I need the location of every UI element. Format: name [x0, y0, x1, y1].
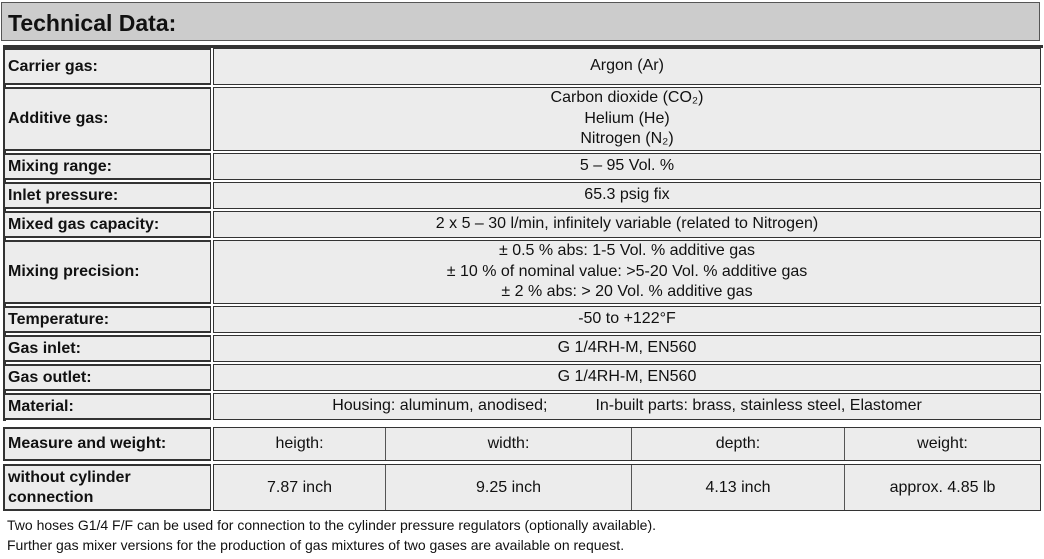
value-line: Carbon dioxide (CO₂) [550, 89, 704, 107]
measure-headers [213, 427, 1041, 461]
row-value [213, 211, 1041, 238]
table-row [3, 393, 1041, 420]
value-line: Argon (Ar) [590, 57, 664, 75]
header-width: width: [385, 428, 631, 460]
row-label: Additive gas: [3, 87, 211, 151]
row-label: Mixing precision: [3, 240, 211, 304]
section-title: Technical Data: [8, 10, 177, 36]
table-row [3, 335, 1041, 362]
row-value [213, 182, 1041, 209]
row-value [213, 153, 1041, 180]
value-line: Nitrogen (N₂) [580, 130, 674, 148]
row-value [213, 48, 1041, 85]
table-row [3, 240, 1041, 304]
table-row [3, 211, 1041, 238]
header-height: heigth: [275, 435, 324, 452]
value-line: G 1/4RH-M, EN560 [557, 368, 697, 386]
table-row [3, 153, 1041, 180]
row-label: Material: [3, 393, 211, 420]
table-row [3, 306, 1041, 333]
row-label: Gas inlet: [3, 335, 211, 362]
row-value [213, 335, 1041, 362]
row-value [213, 87, 1041, 151]
value-line: 5 – 95 Vol. % [579, 157, 675, 175]
material-housing: Housing: aluminum, anodised; [332, 397, 548, 415]
header-weight: weight: [844, 428, 1040, 460]
footnote: Two hoses G1/4 F/F can be used for connection to the cylinder pressure regulators (optionally available). [7, 517, 657, 533]
value-height: 7.87 inch [267, 478, 332, 496]
section-header [1, 2, 1040, 41]
table-row [3, 87, 1041, 151]
measure-value-row [3, 464, 1041, 511]
header-depth: depth: [631, 428, 844, 460]
row-label: Gas outlet: [3, 364, 211, 391]
row-value [213, 393, 1041, 420]
value-line: 2 x 5 – 30 l/min, infinitely variable (related to Nitrogen) [435, 215, 819, 233]
row-label: Temperature: [3, 306, 211, 333]
measure-row-label: without cylinder connection [3, 464, 211, 511]
value-line: Helium (He) [584, 109, 670, 127]
value-line: -50 to +122°F [578, 310, 676, 328]
row-label: Inlet pressure: [3, 182, 211, 209]
value-width: 9.25 inch [385, 465, 631, 510]
value-weight: approx. 4.85 lb [844, 465, 1040, 510]
row-label: Carrier gas: [3, 48, 211, 85]
value-line: ± 10 % of nominal value: >5-20 Vol. % additive gas [446, 262, 808, 280]
table-row [3, 182, 1041, 209]
footnote: Further gas mixer versions for the production of gas mixtures of two gases are available on request. [7, 537, 625, 553]
row-label: Mixing range: [3, 153, 211, 180]
material-parts: In-built parts: brass, stainless steel, Elastomer [595, 397, 922, 415]
row-label: Mixed gas capacity: [3, 211, 211, 238]
measure-header-row [3, 427, 1041, 461]
value-line: G 1/4RH-M, EN560 [557, 339, 697, 357]
value-line: ± 0.5 % abs: 1-5 Vol. % additive gas [498, 242, 756, 260]
measure-label: Measure and weight: [3, 427, 211, 461]
row-value [213, 240, 1041, 304]
value-line: ± 2 % abs: > 20 Vol. % additive gas [501, 283, 753, 301]
value-depth: 4.13 inch [631, 465, 844, 510]
row-value [213, 364, 1041, 391]
measure-values [213, 464, 1041, 511]
table-row [3, 48, 1041, 85]
value-line: 65.3 psig fix [584, 186, 670, 204]
table-row [3, 364, 1041, 391]
row-value [213, 306, 1041, 333]
